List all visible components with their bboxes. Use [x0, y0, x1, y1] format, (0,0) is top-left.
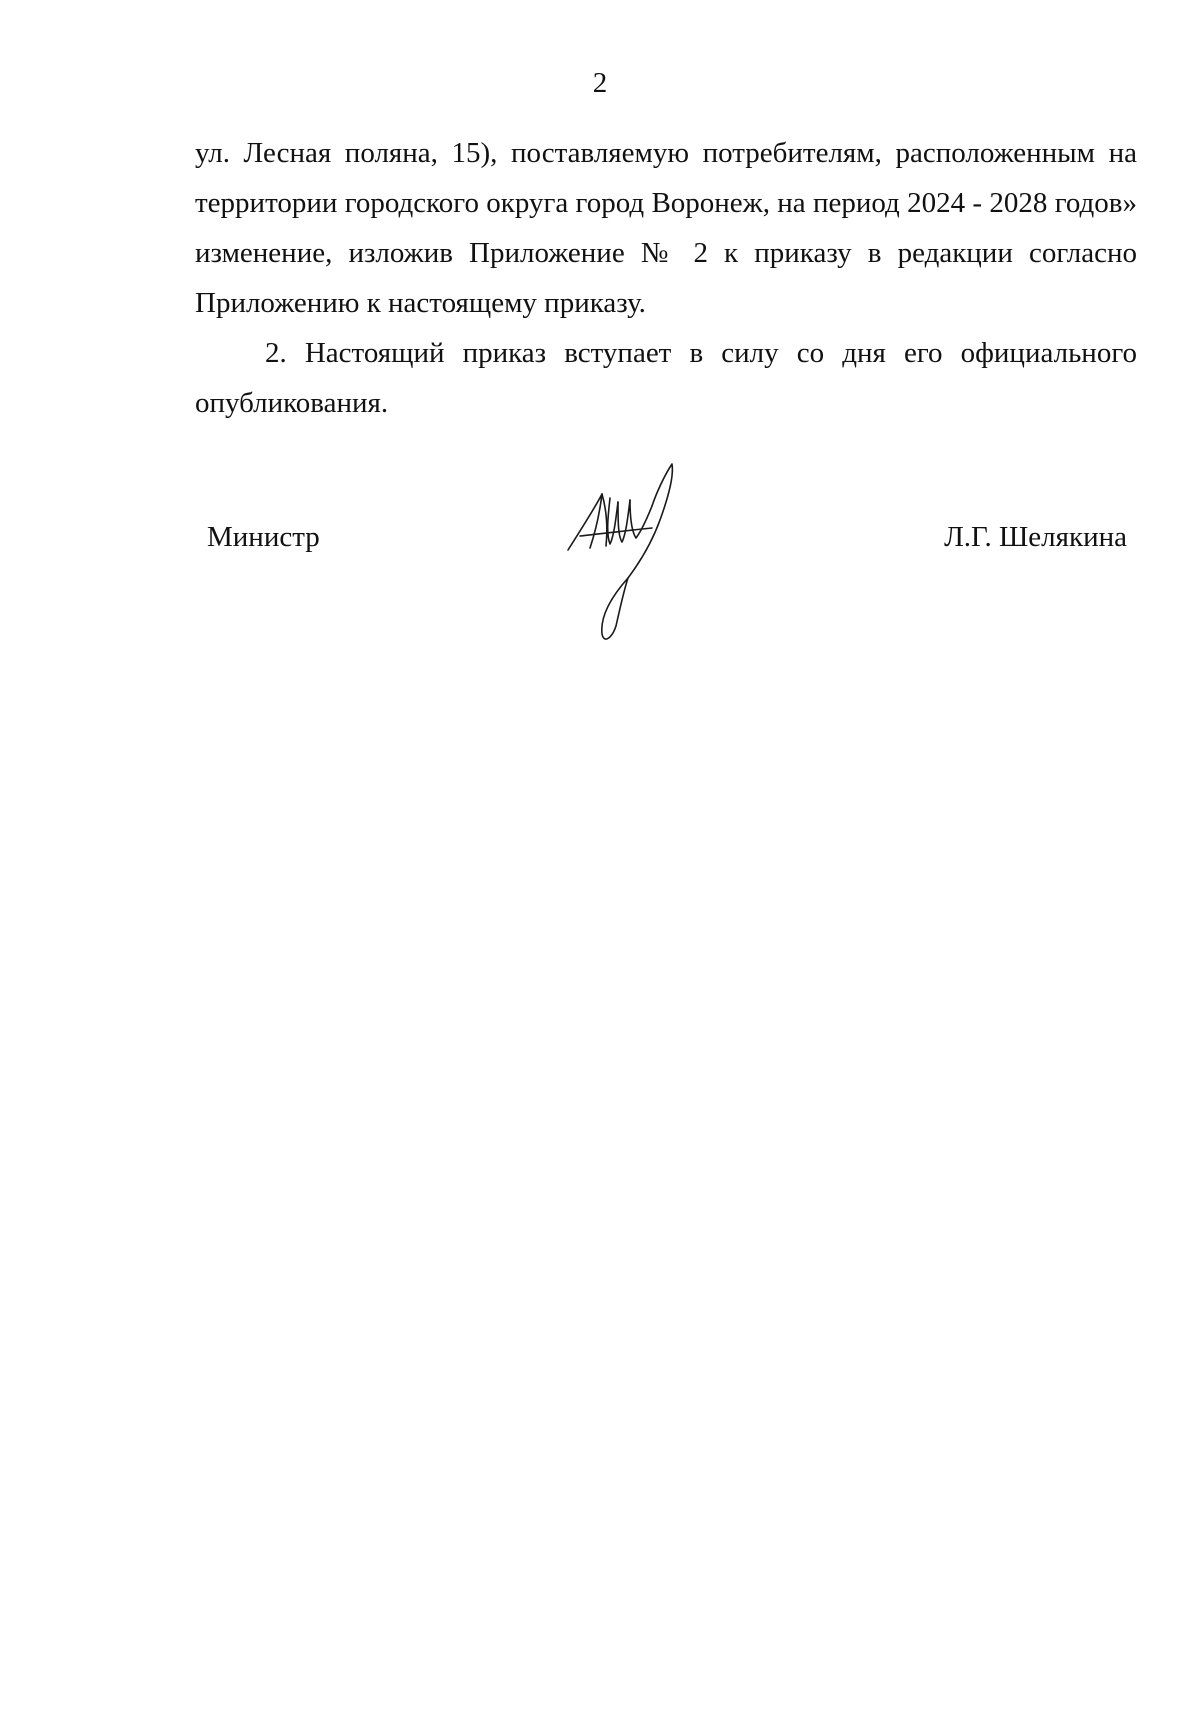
- handwritten-signature: [560, 458, 700, 648]
- signatory-name: Л.Г. Шелякина: [944, 521, 1127, 553]
- page-number: 2: [592, 67, 608, 99]
- paragraph-continuation: ул. Лесная поляна, 15), поставляемую потребителям, расположенным на территории городского округа город Воронеж, на период 2024 - 2028 годов» изменение, изложив Приложение № 2 к приказу в редакции согласно Приложению к настоящему приказу.: [195, 137, 1137, 319]
- paragraph-item-2: 2. Настоящий приказ вступает в силу со дня его официального опубликования.: [195, 337, 1137, 419]
- document-body: [195, 128, 1137, 428]
- signatory-title: Министр: [207, 521, 320, 553]
